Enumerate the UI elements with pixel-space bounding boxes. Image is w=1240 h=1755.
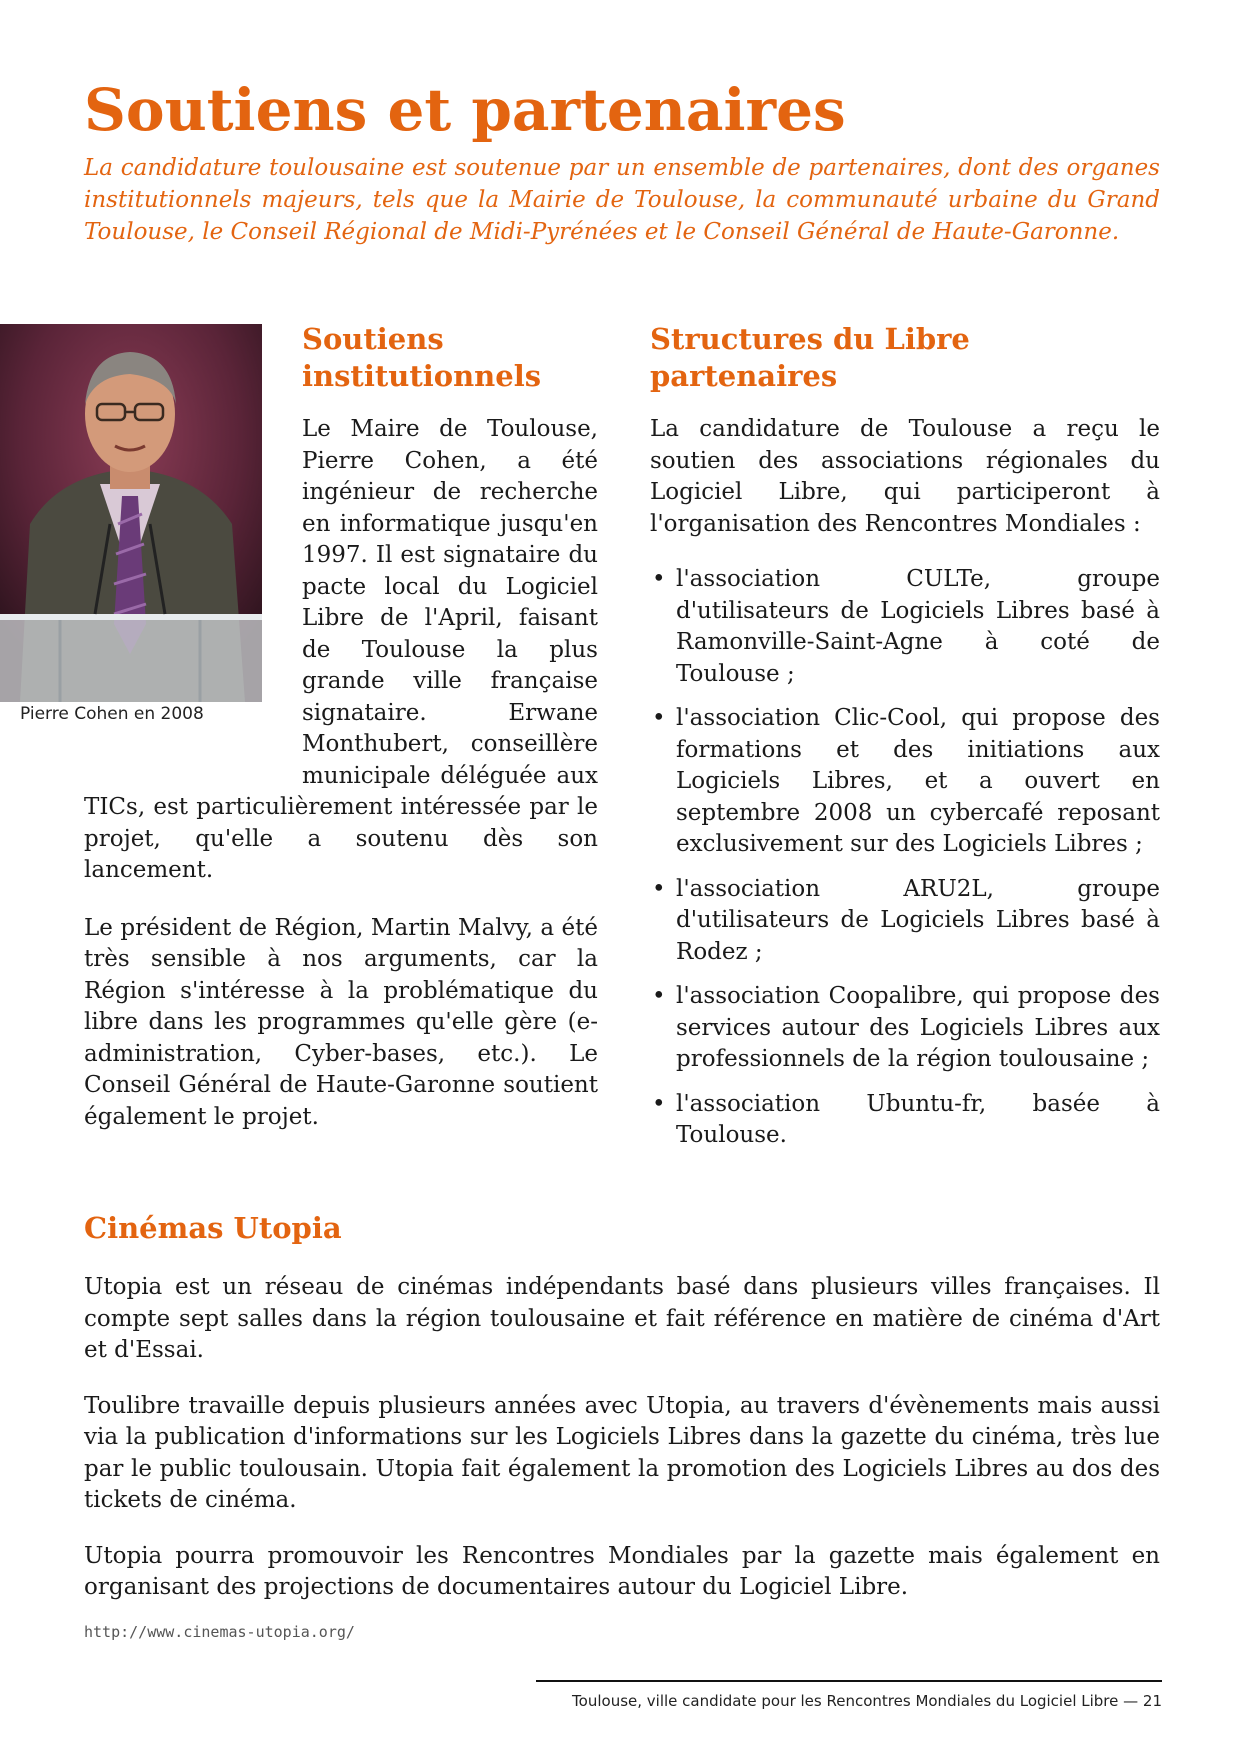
libre-structures-section xyxy=(650,414,1160,1165)
list-item: • l'association Clic-Cool, qui propose des formations et des initiations aux Logiciels Libres, et a ouvert en septembre 2008 un cybercafé reposant exclusivement sur des Logiciels Libres ; xyxy=(652,705,1160,857)
institutional-heading: Soutiens institutionnels xyxy=(302,322,542,393)
institutional-section xyxy=(84,414,598,1159)
page-footer: Toulouse, ville candidate pour les Rencontres Mondiales du Logiciel Libre — 21 xyxy=(572,1692,1162,1710)
bullet-icon: • xyxy=(652,566,666,592)
list-item: • l'association ARU2L, groupe d'utilisateurs de Logiciels Libres basé à Rodez ; xyxy=(652,875,1160,965)
photo-caption: Pierre Cohen en 2008 xyxy=(20,704,204,724)
utopia-section xyxy=(84,1272,1160,1628)
utopia-url[interactable]: http://www.cinemas-utopia.org/ xyxy=(84,1623,355,1641)
libre-structures-heading: Structures du Libre partenaires xyxy=(650,322,970,393)
libre-structures-intro: La candidature de Toulouse a reçu le soutien des associations régionales du Logiciel Libre, qui participeront à l'organisation des Rencontres Mondiales : xyxy=(650,416,1160,537)
bullet-icon: • xyxy=(652,875,666,902)
utopia-paragraph: Utopia pourra promouvoir les Rencontres Mondiales par la gazette mais également en organisant des projections de documentaires autour du Logiciel Libre. xyxy=(84,1542,1160,1600)
utopia-paragraph: Utopia est un réseau de cinémas indépendants basé dans plusieurs villes françaises. Il compte sept salles dans la région toulousaine et fait référence en matière de cinéma d'Art et d'Essai. xyxy=(84,1274,1160,1363)
bullet-icon: • xyxy=(652,705,666,731)
bullet-icon: • xyxy=(652,1090,666,1117)
list-item: • l'association Ubuntu-fr, basée à Toulouse. xyxy=(652,1090,1160,1148)
list-item: • l'association CULTe, groupe d'utilisateurs de Logiciels Libres basé à Ramonville-Saint-Agne à coté de Toulouse ; xyxy=(652,566,1160,687)
utopia-paragraph: Toulibre travaille depuis plusieurs années avec Utopia, au travers d'évènements mais aussi via la publication d'informations sur les Logiciels Libres dans la gazette du cinéma, très lue par le public toulousain. Utopia fait également la promotion des Logiciels Libres au dos des tickets de cinéma. xyxy=(84,1392,1160,1513)
institutional-paragraph: Le Maire de Toulouse, Pierre Cohen, a été ingénieur de recherche en informatique jusqu'en 1997. Il est signataire du pacte local du Logiciel Libre de l'April, faisant de Toulouse la plus grande ville française signataire. Erwane Monthubert, conseillère municipale déléguée aux TICs, est particulièrement intéressée par le projet, qu'elle a soutenu dès son lancement. xyxy=(84,416,598,883)
institutional-paragraph: Le président de Région, Martin Malvy, a été très sensible à nos arguments, car la Région s'intéresse à la problématique du libre dans les programmes qu'elle gère (e-administration, Cyber-bases, etc.). Le Conseil Général de Haute-Garonne soutient également le projet. xyxy=(84,914,598,1130)
bullet-icon: • xyxy=(652,983,666,1009)
page-title: Soutiens et partenaires xyxy=(84,76,846,144)
intro-paragraph: La candidature toulousaine est soutenue par un ensemble de partenaires, dont des organes institutionnels majeurs, tels que la Mairie de Toulouse, la communauté urbaine du Grand Toulouse, le Conseil Régional de Midi-Pyrénées et le Conseil Général de Haute-Garonne. xyxy=(84,155,1160,245)
list-item: • l'association Coopalibre, qui propose des services autour des Logiciels Libres aux professionnels de la région toulousaine ; xyxy=(652,983,1160,1072)
utopia-heading: Cinémas Utopia xyxy=(84,1211,342,1245)
footer-divider xyxy=(536,1680,1162,1682)
partner-list xyxy=(650,564,1160,1152)
